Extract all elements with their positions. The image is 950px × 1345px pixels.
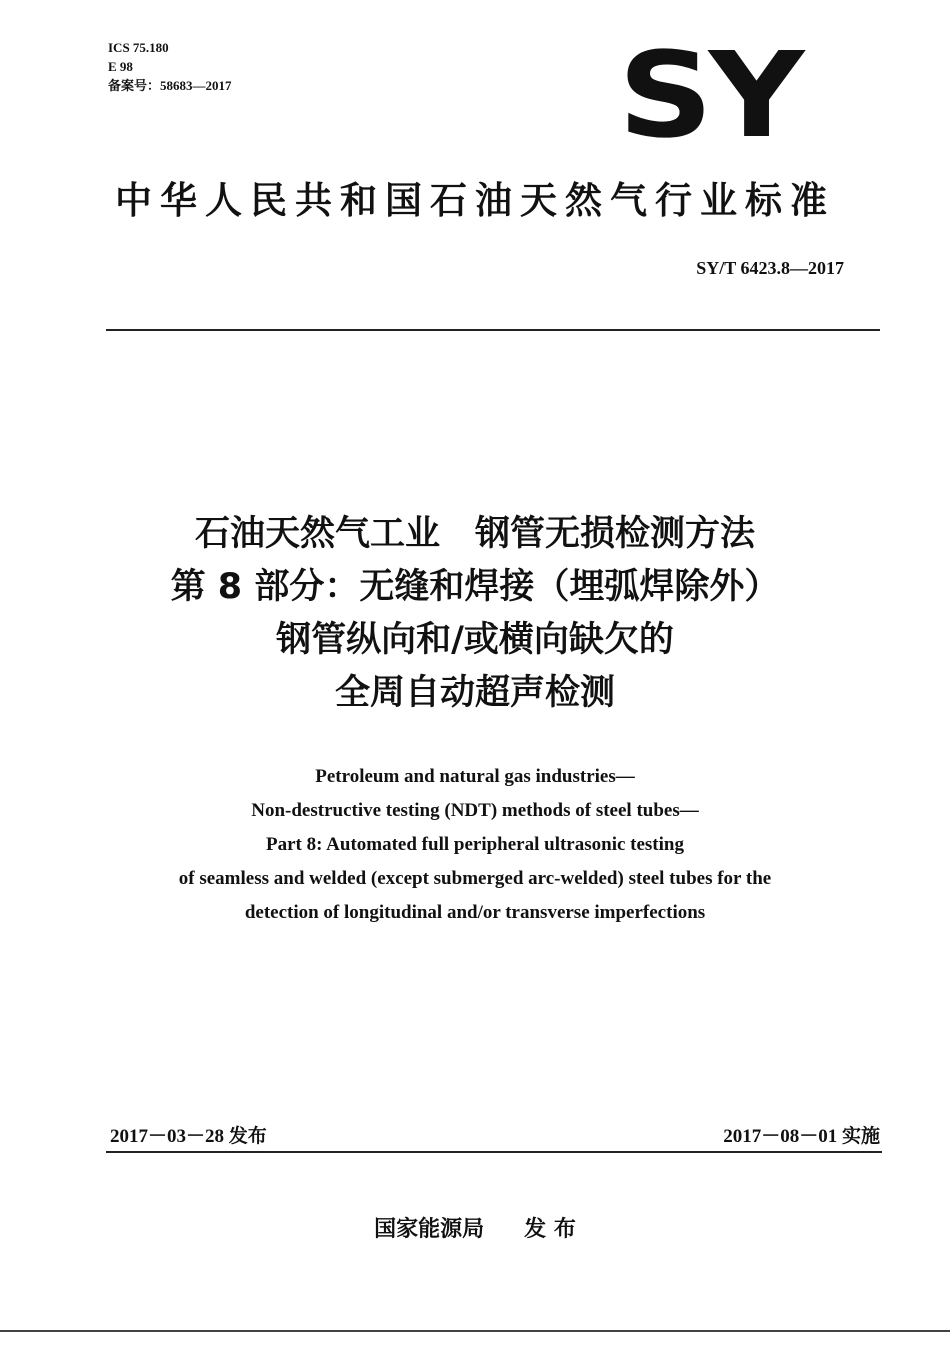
- chinese-title-line: 第 8 部分：无缝和焊接（埋弧焊除外）: [170, 567, 780, 607]
- english-title: [0, 760, 950, 930]
- date-divider: [106, 1151, 882, 1153]
- header-divider: [106, 329, 880, 331]
- english-title-line: of seamless and welded (except submerged arc-welded) steel tubes for the: [178, 868, 772, 889]
- standard-category-title: 中华人民共和国石油天然气行业标准: [115, 179, 835, 222]
- publisher: [0, 1212, 950, 1243]
- english-title-line: Petroleum and natural gas industries—: [315, 766, 635, 787]
- publisher-org: 国家能源局: [374, 1217, 485, 1242]
- classification-block: [108, 38, 232, 95]
- footer-divider: [0, 1330, 950, 1332]
- ics-code: ICS 75.180: [108, 40, 169, 55]
- english-title-line: detection of longitudinal and/or transverse imperfections: [244, 902, 706, 923]
- chinese-title-line: 全周自动超声检测: [334, 673, 615, 713]
- chinese-title-line: 石油天然气工业 钢管无损检测方法: [194, 514, 755, 554]
- sy-logo: SY: [618, 26, 800, 164]
- chinese-title: [0, 508, 950, 720]
- english-title-line: Part 8: Automated full peripheral ultrasonic testing: [266, 834, 684, 855]
- issue-date: 2017－03－28 发布: [110, 1126, 267, 1147]
- publisher-action: 发 布: [524, 1217, 576, 1242]
- implementation-date: 2017－08－01 实施: [723, 1126, 880, 1147]
- english-title-line: Non-destructive testing (NDT) methods of steel tubes—: [251, 800, 699, 821]
- chinese-title-line: 钢管纵向和/或横向缺欠的: [276, 620, 674, 660]
- record-number: 备案号：58683—2017: [108, 78, 232, 93]
- standard-number: SY/T 6423.8—2017: [696, 258, 844, 278]
- category-code: E 98: [108, 59, 133, 74]
